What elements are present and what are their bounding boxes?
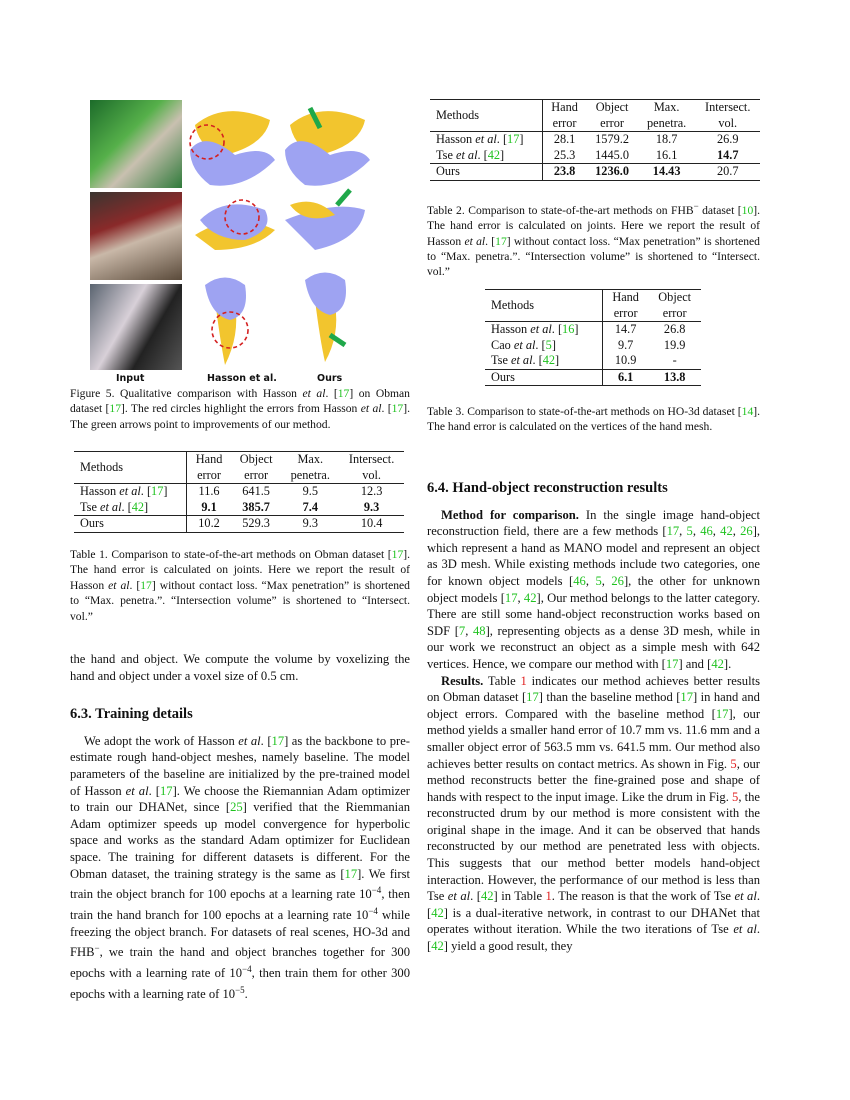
value-cell: 12.3 [339, 484, 404, 500]
hand-mesh [305, 273, 346, 316]
italic-text: et al [530, 322, 552, 336]
value-cell: 26.9 [695, 132, 760, 148]
table-1 [74, 451, 404, 533]
table-row [74, 500, 404, 516]
label-hasson: Hasson et al. [207, 373, 277, 384]
column-header: error [552, 115, 577, 130]
run-in-heading: Results. [441, 673, 484, 688]
citation-link[interactable]: 10 [741, 203, 754, 217]
table-row [74, 484, 404, 500]
value-cell: 10.2 [187, 516, 231, 533]
column-header: Methods [430, 100, 542, 132]
citation-link[interactable]: 48 [472, 623, 486, 638]
figure-5-caption: Figure 5. Qualitative comparison with Hasson et al. [17] on Obman dataset [17]. The red circles highlight the errors from Hasson et al. [17]. The green arrows point to improvements of our method. [70, 387, 410, 431]
table-row [485, 322, 701, 338]
method-cell: Ours [485, 369, 602, 386]
italic-text: et al [119, 484, 141, 498]
citation-link[interactable]: 17 [715, 706, 729, 721]
value-cell: 28.1 [542, 132, 586, 148]
value-cell: 1236.0 [586, 164, 638, 181]
value-cell: 14.43 [638, 164, 696, 181]
value-cell: 26.8 [648, 322, 701, 338]
section-heading-6-4: 6.4. Hand-object reconstruction results [427, 480, 668, 496]
citation-link[interactable]: 17 [109, 402, 122, 416]
reference-link[interactable]: 1 [520, 673, 527, 688]
column-header: penetra. [290, 467, 330, 482]
column-header: error [244, 467, 269, 482]
paragraph-voxel: the hand and object. We compute the volume by voxelizing the hand and object under a voxel size of 0.5 cm. [70, 652, 410, 683]
citation-link[interactable]: 42 [523, 590, 537, 605]
value-cell: 1579.2 [586, 132, 638, 148]
citation-link[interactable]: 17 [160, 783, 173, 798]
citation-link[interactable]: 17 [391, 548, 404, 561]
method-cell: Hasson et al. [17] [430, 132, 542, 148]
value-cell: 19.9 [663, 337, 686, 352]
citation-link[interactable]: 17 [680, 690, 694, 705]
table-2-wrap [430, 99, 760, 181]
column-header: Object [586, 100, 638, 116]
value-cell: 16.1 [655, 147, 678, 162]
value-cell: 14.7 [602, 322, 648, 338]
value-cell: 385.7 [242, 499, 270, 514]
method-cell: Tse et al. [42] [485, 353, 602, 369]
input-photo-butterfly [90, 100, 182, 188]
paragraph-method-comparison: Method for comparison. In the single image hand-object reconstruction field, there are a few methods [17, 5, 46, 42, 26], which represent a hand as MANO model and represent an object as 3D mesh. While existing methods include two categories, one for known object models [46, 5, 26], the other for unknown object models [17, 42], Our method belongs to the latter category. There are still some hand-object reconstruction works based on SDF [7, 48], representing objects as a dense 3D mesh, while in our work we reconstruct an object as a simple mesh with 642 vertices. Hence, we compare our method with [17] and [42]. [427, 507, 761, 671]
column-header: Methods [74, 452, 187, 484]
method-cell: Tse et al. [42] [74, 500, 187, 516]
citation-link[interactable]: 42 [542, 353, 556, 367]
citation-link[interactable]: 17 [151, 484, 164, 498]
citation-link[interactable]: 42 [131, 499, 145, 514]
citation-link[interactable]: 17 [337, 387, 350, 400]
value-cell: 10.9 [614, 353, 637, 367]
reference-link[interactable]: 5 [732, 789, 739, 804]
hand-mesh [205, 278, 246, 321]
citation-link[interactable]: 16 [562, 322, 575, 336]
table-row [430, 132, 760, 148]
italic-text: et al [108, 578, 130, 592]
value-cell: 18.7 [638, 132, 696, 148]
value-cell: 9.5 [281, 484, 339, 500]
value-cell: - [672, 353, 677, 367]
italic-text: et al [360, 402, 382, 416]
value-cell: 9.3 [363, 499, 380, 514]
column-header: error [613, 305, 638, 320]
italic-text: et al [238, 733, 261, 748]
citation-link[interactable]: 14 [741, 405, 754, 418]
italic-text: et al [125, 783, 149, 798]
citation-link[interactable]: 17 [271, 733, 285, 748]
superscript: −5 [235, 984, 245, 995]
italic-text: et al [733, 922, 757, 937]
value-cell: 10.4 [339, 516, 404, 533]
italic-text: et al [455, 147, 478, 162]
citation-link[interactable]: 26 [740, 524, 753, 539]
column-header: Intersect. [339, 452, 404, 468]
citation-link[interactable]: 17 [526, 690, 539, 705]
superscript: − [693, 201, 699, 211]
value-cell: 9.7 [617, 337, 634, 352]
table-3 [485, 289, 701, 386]
green-arrow-icon [337, 190, 350, 205]
superscript: − [94, 943, 100, 954]
table-3-caption: Table 3. Comparison to state-of-the-art methods on HO-3d dataset [14]. The hand error is calculated on the vertices of the hand mesh. [427, 405, 760, 434]
italic-text: et al [734, 889, 757, 904]
value-cell: 25.3 [553, 147, 576, 162]
mesh-renders [185, 100, 375, 370]
citation-link[interactable]: 42 [487, 147, 501, 162]
citation-link[interactable]: 26 [611, 573, 624, 588]
table-row [74, 516, 404, 533]
column-header: error [197, 467, 221, 482]
left-column [70, 651, 410, 1003]
italic-text: et al [464, 234, 486, 248]
citation-link[interactable]: 42 [431, 905, 444, 920]
value-cell: 641.5 [231, 484, 282, 500]
table-row [430, 164, 760, 181]
column-header: error [662, 305, 687, 320]
paragraph-results: Results. Table 1 indicates our method achieves better results on Obman dataset [17] than the baseline method [17] in hand and object errors. Compared with the baseline method [17], our method yields a smaller hand error of 10.7 mm vs. 11.6 mm and a smaller object error of 563.5 mm vs. 641.5 mm. Our method also achieves better results on contact metrics. As shown in Fig. 5, our method reconstructs better the fine-grained pose and shape of hands with respect to the input image. Like the drum in Fig. 5, the reconstructed drum by our method is more consistent with the original shape in the image. And it can be observed that hands reconstructed by our method are penetrated less with objects. This suggests that our method better models hand-object interaction. However, the performance of our method is less than Tse et al. [42] in Table 1. The reason is that the work of Tse et al. [42] is a dual-iterative network, in contrast to our DHANet that operates without iteration. While the two iterations of Tse et al. [42] yield a good result, they [427, 673, 761, 954]
run-in-heading: Method for comparison. [441, 507, 579, 522]
section-heading-6-3: 6.3. Training details [70, 706, 193, 723]
paragraph-training: We adopt the work of Hasson et al. [17] as the backbone to pre-estimate rough hand-object meshes, namely baseline. The model parameters of the baseline are initialized by the pre-trained model of Hasson et al. [17]. We choose the Riemannian Adam optimizer to train our DHANet, since [25] verified that the Riemmanian Adam optimizer speeds up model convergence for hyperbolic space and works as the standard Adam optimizer for Euclidean space. The training for different datasets is different. For the Obman dataset, the training strategy is the same as [17]. We first train the object branch for 100 epochs at a learning rate $10^{-4}$, then train the hand branch for 100 epochs at a learning rate $10^{-4}$ while freezing the object branch. For datasets of real scenes, HO-3d and FHB−, we train the hand and object branches together for 300 epochs with a learning rate of $10^{-4}$, then train them for other 300 epochs with a learning rate of $10^{-5}$. [70, 733, 411, 1002]
value-cell: 1445.0 [595, 147, 629, 162]
italic-text: et al [302, 387, 326, 400]
citation-link[interactable]: 17 [140, 578, 152, 592]
italic-text: et al [510, 353, 533, 367]
column-header: Max. [281, 452, 339, 468]
value-cell: 6.1 [602, 369, 648, 386]
method-cell: Hasson et al. [17] [74, 484, 187, 500]
italic-text: et al [99, 499, 122, 514]
column-header: error [600, 115, 625, 130]
value-cell: 11.6 [187, 484, 231, 500]
citation-link[interactable]: 17 [507, 132, 520, 146]
table-2-caption: Table 2. Comparison to state-of-the-art methods on FHB− dataset [10]. The hand error is calculated on joints. Here we report the result of Hasson et al. [17] without contact loss. “Max penetration” is shortened to “Max. penetra.”. “Intersection volume” is shortened to “Intersect. vol.” [427, 201, 760, 279]
label-ours: Ours [317, 373, 343, 384]
reference-link[interactable]: 5 [730, 756, 737, 771]
column-header: vol. [362, 467, 381, 482]
citation-link[interactable]: 42 [480, 889, 494, 904]
column-header: Hand [602, 290, 648, 306]
citation-link[interactable]: 5 [545, 337, 552, 352]
citation-link[interactable]: 5 [686, 524, 693, 539]
citation-link[interactable]: 46 [700, 524, 713, 539]
superscript: −4 [368, 905, 378, 916]
citation-link[interactable]: 17 [665, 656, 679, 671]
italic-text: et al [513, 337, 536, 352]
superscript: −4 [371, 885, 382, 896]
label-input: Input [116, 373, 145, 384]
value-cell: 13.8 [648, 369, 701, 386]
table-3-wrap [485, 289, 701, 386]
column-header: vol. [718, 115, 738, 130]
citation-link[interactable]: 17 [344, 866, 358, 881]
value-cell: 14.7 [716, 147, 739, 162]
citation-link[interactable]: 5 [595, 573, 602, 588]
citation-link[interactable]: 46 [573, 573, 586, 588]
table-1-wrap [74, 451, 404, 533]
table-1-caption: Table 1. Comparison to state-of-the-art methods on Obman dataset [17]. The hand error is calculated on joints. Here we report the result of Hasson et al. [17] without contact loss. “Max penetration” is shortened to “Max. penetra.”. “Intersection volume” is shortened to “Intersect. vol.” [70, 548, 410, 623]
input-photo-drum [90, 192, 182, 280]
value-cell: 23.8 [542, 164, 586, 181]
citation-link[interactable]: 17 [495, 234, 507, 248]
method-cell: Ours [74, 516, 187, 533]
method-cell: Cao et al. [5] [485, 338, 602, 354]
reference-link[interactable]: 1 [545, 889, 552, 904]
citation-link[interactable]: 42 [720, 524, 733, 539]
table-row [485, 369, 701, 386]
citation-link[interactable]: 25 [230, 800, 243, 815]
column-header: Intersect. [695, 100, 760, 116]
column-header: Hand [187, 452, 231, 468]
italic-text: et al [447, 889, 471, 904]
citation-link[interactable]: 17 [504, 590, 518, 605]
value-cell: 9.1 [201, 499, 217, 514]
column-header: Object [231, 452, 282, 468]
column-header: Max. [638, 100, 696, 116]
table-row [485, 353, 701, 369]
superscript: −4 [242, 964, 252, 975]
column-header: Hand [542, 100, 586, 116]
value-cell: 529.3 [231, 516, 282, 533]
table-row [485, 338, 701, 354]
value-cell: 9.3 [281, 516, 339, 533]
input-photo-helmet [90, 284, 182, 370]
column-header: Methods [485, 290, 602, 322]
column-header: Object [648, 290, 701, 306]
value-cell: 20.7 [695, 164, 760, 181]
column-header: penetra. [647, 115, 687, 130]
citation-link[interactable]: 17 [666, 524, 680, 539]
citation-link[interactable]: 42 [431, 939, 444, 954]
citation-link[interactable]: 17 [391, 402, 404, 416]
method-cell: Tse et al. [42] [430, 148, 542, 164]
italic-text: et al [475, 132, 497, 146]
value-cell: 7.4 [302, 499, 318, 514]
right-column [427, 480, 760, 955]
table-2 [430, 99, 760, 181]
method-cell: Hasson et al. [16] [485, 322, 602, 338]
table-row [430, 148, 760, 164]
citation-link[interactable]: 7 [458, 623, 466, 638]
citation-link[interactable]: 42 [711, 656, 724, 671]
method-cell: Ours [430, 164, 542, 181]
